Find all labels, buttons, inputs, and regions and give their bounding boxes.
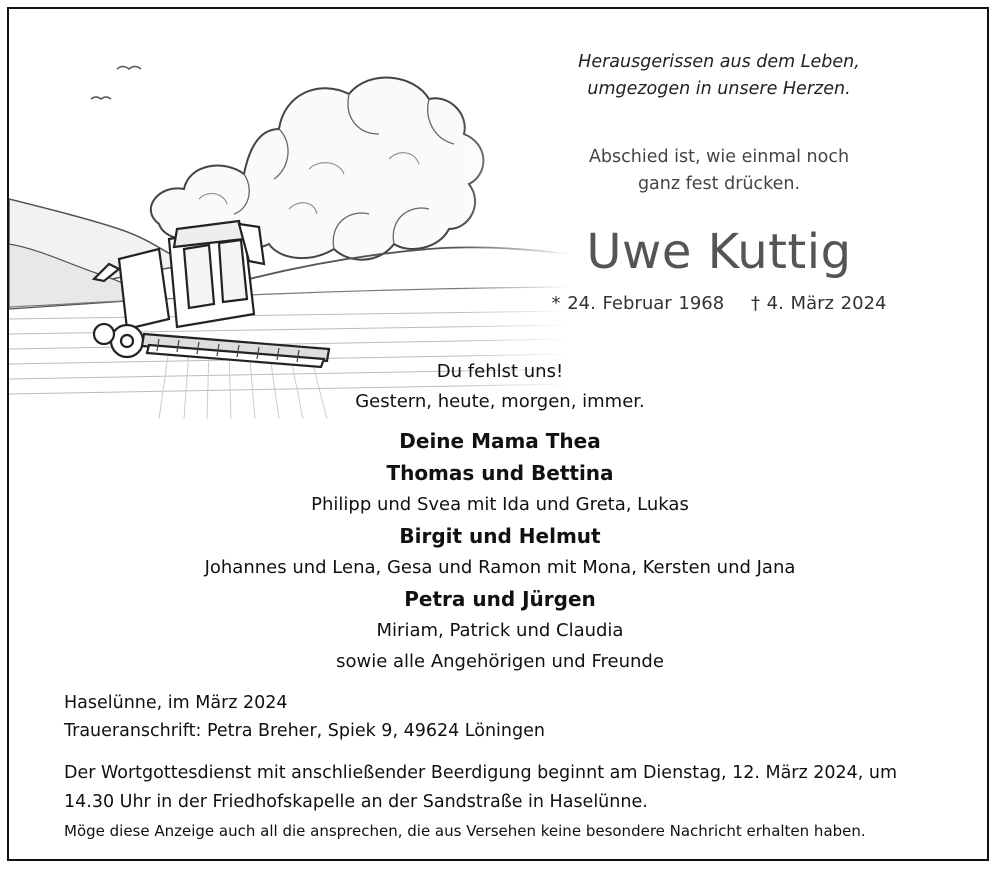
family-line: Johannes und Lena, Gesa und Ramon mit Mona, Kersten und Jana: [204, 557, 796, 578]
family-line: Thomas und Bettina: [386, 461, 614, 485]
service-line-2: 14.30 Uhr in der Friedhofskapelle an der Sandstraße in Haselünne.: [64, 792, 648, 812]
death-date: † 4. März 2024: [750, 293, 887, 314]
family-line: Birgit und Helmut: [399, 524, 601, 548]
place-and-address: [64, 689, 545, 745]
service-info: [64, 759, 897, 817]
message-line-2: Gestern, heute, morgen, immer.: [355, 391, 645, 412]
epigraph-line-2: umgezogen in unsere Herzen.: [587, 79, 851, 99]
deceased-name: Uwe Kuttig: [586, 224, 852, 280]
obituary-notice: [7, 7, 989, 861]
family-line: Philipp und Svea mit Ida und Greta, Lukas: [311, 494, 689, 515]
service-line-1: Der Wortgottesdienst mit anschließender Beerdigung beginnt am Dienstag, 12. März 2024, um: [64, 763, 898, 783]
family-line: Miriam, Patrick und Claudia: [376, 620, 624, 641]
farewell-quote: [549, 144, 889, 198]
birth-date: * 24. Februar 1968: [551, 293, 725, 314]
farewell-line-1: Abschied ist, wie einmal noch: [588, 147, 850, 167]
family-list: [9, 425, 989, 677]
epigraph-line-1: Herausgerissen aus dem Leben,: [578, 52, 860, 72]
family-line: Deine Mama Thea: [399, 429, 601, 453]
life-dates: [529, 293, 909, 314]
message-line-1: Du fehlst uns!: [436, 361, 564, 382]
notice-note: Möge diese Anzeige auch all die ansprechen, die aus Versehen keine besondere Nachricht erhalten haben.: [64, 822, 866, 840]
family-line: Petra und Jürgen: [404, 587, 596, 611]
mourning-address: Traueranschrift: Petra Breher, Spiek 9, 49624 Löningen: [64, 721, 545, 741]
personal-message: [9, 357, 989, 417]
epigraph-quote: [549, 49, 889, 103]
place-date: Haselünne, im März 2024: [64, 693, 288, 713]
farewell-line-2: ganz fest drücken.: [637, 174, 801, 194]
family-line: sowie alle Angehörigen und Freunde: [336, 651, 664, 672]
